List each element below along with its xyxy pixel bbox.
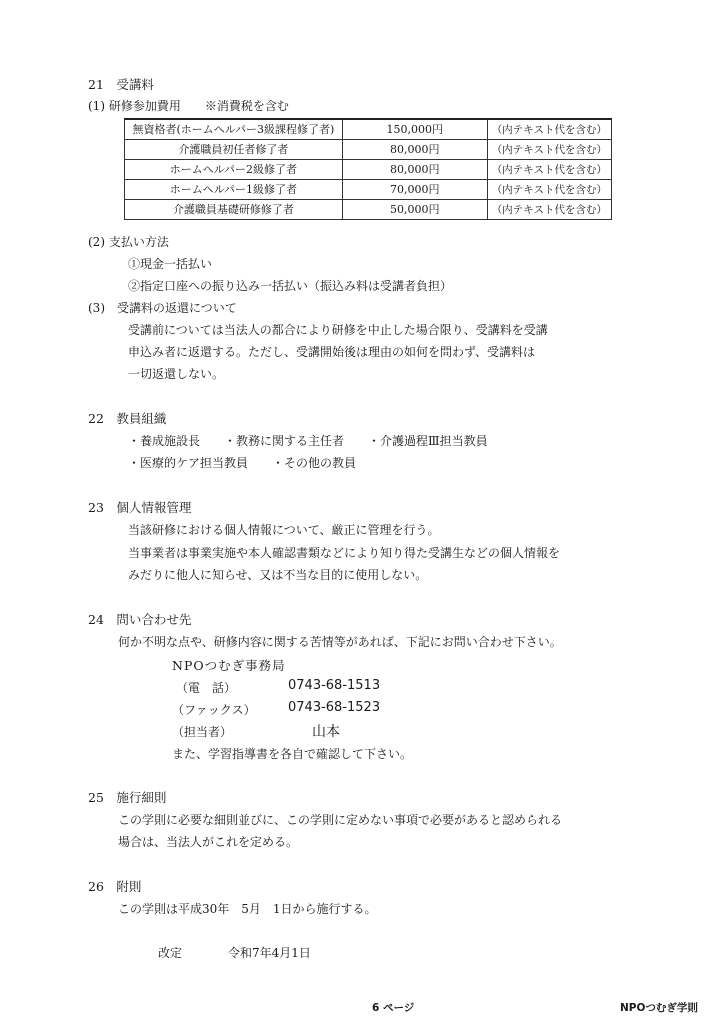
fee-note: （内テキスト代を含む） <box>487 139 611 159</box>
privacy-line-2: 当事業者は事業実施や本人確認書類などにより知り得た受講生などの個人情報を <box>128 546 561 560</box>
bylaws-line-1: この学則に必要な細則並びに、この学則に定めない事項で必要があると認められる <box>118 813 563 827</box>
fee-row <box>125 199 612 219</box>
fee-row <box>125 159 612 179</box>
fee-row <box>125 119 612 139</box>
refund-line-1: 受講前については当法人の都合により研修を中止した場合限り、受講料を受講 <box>128 323 548 337</box>
refund-subheading: (3) 受講料の返還について <box>88 301 237 315</box>
fee-course: ホームヘルパー1級修了者 <box>125 179 343 199</box>
section-21-heading: 21 受講料 <box>88 77 154 92</box>
person-name: 山本 <box>312 724 340 740</box>
enforcement-line: この学則は平成30年 5月 1日から施行する。 <box>118 902 377 916</box>
bylaws-line-2: 場合は、当法人がこれを定める。 <box>118 835 299 849</box>
fee-note: （内テキスト代を含む） <box>487 199 611 219</box>
fee-course: ホームヘルパー2級修了者 <box>125 159 343 179</box>
fee-subheading: (1) 研修参加費用 ※消費税を含む <box>88 99 289 113</box>
refund-line-3: 一切返還しない。 <box>128 367 225 381</box>
contact-note: また、学習指導書を各自で確認して下さい。 <box>172 747 413 761</box>
tel-number: 0743-68-1513 <box>288 678 381 693</box>
privacy-line-3: みだりに他人に知らせ、又は不当な目的に使用しない。 <box>128 568 428 582</box>
faculty-line-2: ・医療的ケア担当教員 ・その他の教員 <box>128 456 357 470</box>
revised-label: 改定 <box>158 946 183 960</box>
tel-label: （電 話） <box>176 681 237 695</box>
fee-row <box>125 179 612 199</box>
footer-org-name: NPOつむぎ学則 <box>620 1002 698 1014</box>
payment-subheading: (2) 支払い方法 <box>88 235 169 249</box>
person-label: （担当者） <box>172 725 233 739</box>
fee-price: 50,000円 <box>342 199 487 219</box>
payment-method-2: ②指定口座への振り込み一括払い（振込み料は受講者負担） <box>128 279 453 293</box>
fee-course: 無資格者(ホームヘルパー3級課程修了者) <box>125 119 343 139</box>
fax-number: 0743-68-1523 <box>288 700 381 715</box>
fee-table <box>124 118 612 220</box>
fee-price: 150,000円 <box>342 119 487 139</box>
section-26-heading: 26 附則 <box>88 879 142 894</box>
page-number: 6 ページ <box>372 1002 415 1014</box>
fee-note: （内テキスト代を含む） <box>487 179 611 199</box>
fee-course: 介護職員基礎研修修了者 <box>125 199 343 219</box>
fee-price: 80,000円 <box>342 159 487 179</box>
refund-line-2: 申込み者に返還する。ただし、受講開始後は理由の如何を問わず、受講料は <box>128 345 536 359</box>
fee-price: 70,000円 <box>342 179 487 199</box>
privacy-line-1: 当該研修における個人情報について、厳正に管理を行う。 <box>128 523 440 537</box>
contact-intro: 何か不明な点や、研修内容に関する苦情等があれば、下記にお問い合わせ下さい。 <box>118 635 562 649</box>
fee-price: 80,000円 <box>342 139 487 159</box>
section-25-heading: 25 施行細則 <box>88 790 167 805</box>
section-23-heading: 23 個人情報管理 <box>88 500 192 515</box>
fee-row <box>125 139 612 159</box>
fee-note: （内テキスト代を含む） <box>487 119 611 139</box>
office-name: NPOつむぎ事務局 <box>172 658 286 673</box>
fee-course: 介護職員初任者修了者 <box>125 139 343 159</box>
revised-date: 令和7年4月1日 <box>228 946 311 960</box>
payment-method-1: ①現金一括払い <box>128 257 213 271</box>
fax-label: （ファックス） <box>172 703 256 717</box>
section-22-heading: 22 教員組織 <box>88 411 167 426</box>
faculty-line-1: ・養成施設長 ・教務に関する主任者 ・介護過程Ⅲ担当教員 <box>128 434 488 448</box>
fee-note: （内テキスト代を含む） <box>487 159 611 179</box>
section-24-heading: 24 問い合わせ先 <box>88 612 192 627</box>
